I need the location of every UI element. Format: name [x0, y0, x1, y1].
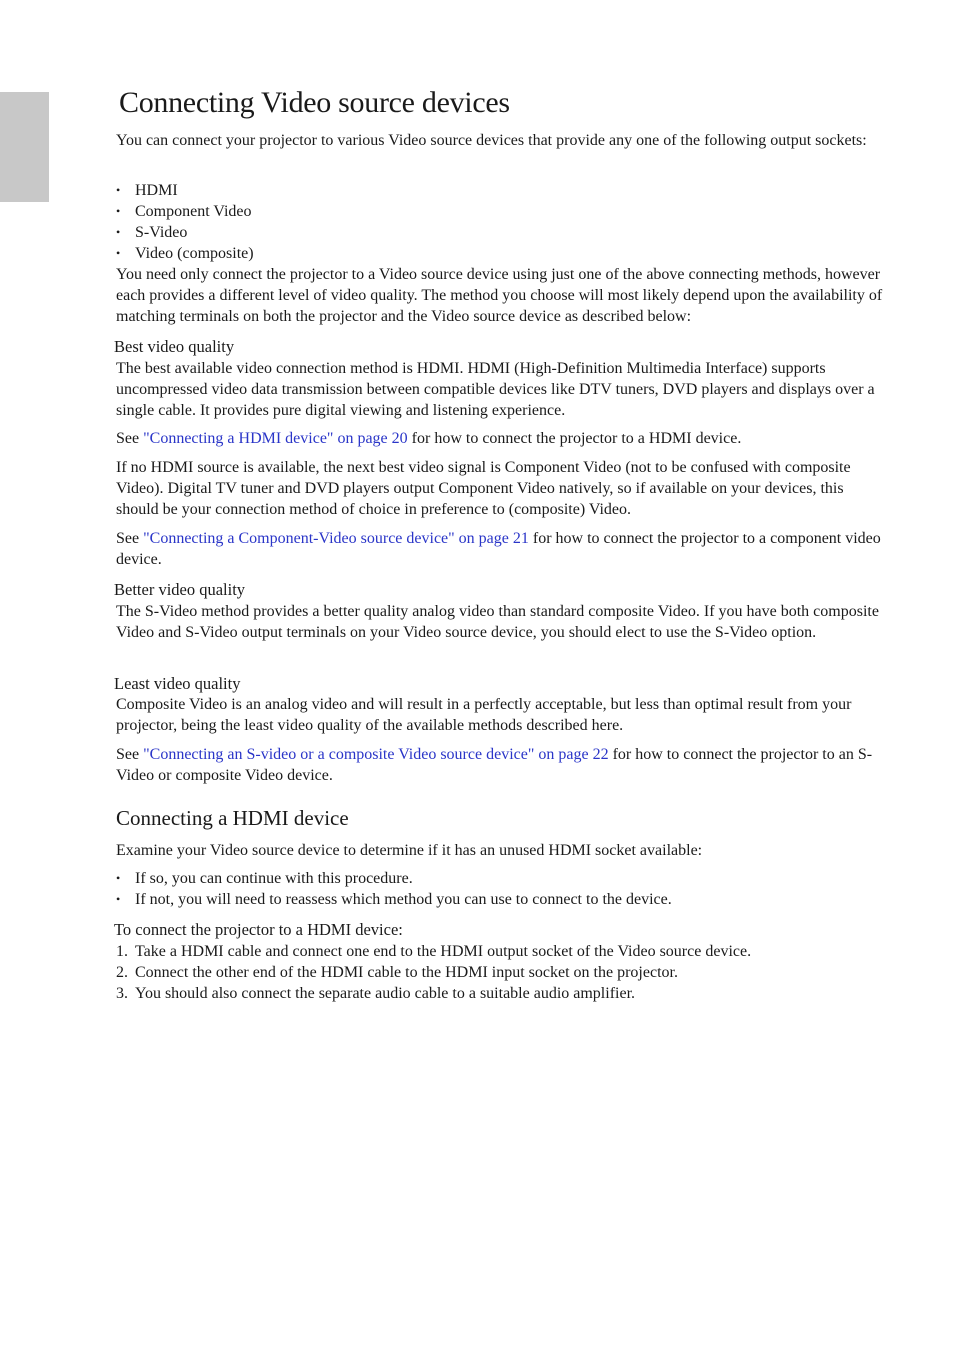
- svideo-device-link[interactable]: "Connecting an S-video or a composite Video source device" on page 22: [143, 746, 609, 763]
- see-text: for how to connect the projector to a HDMI device.: [407, 430, 742, 447]
- better-quality-heading: Better video quality: [114, 580, 246, 599]
- see-component-paragraph: [116, 528, 886, 570]
- see-svideo-paragraph: [116, 744, 886, 786]
- step-number: 2.: [116, 964, 128, 981]
- step-item: [116, 983, 886, 1004]
- hdmi-section-heading: Connecting a HDMI device: [116, 806, 349, 830]
- list-item: • Video (composite): [116, 243, 886, 264]
- step-text: Connect the other end of the HDMI cable to the HDMI input socket on the projector.: [135, 964, 678, 981]
- component-device-link[interactable]: "Connecting a Component-Video source device" on page 21: [143, 530, 529, 547]
- step-number: 3.: [116, 985, 128, 1002]
- see-text: See: [116, 430, 144, 447]
- see-text: for how to connect the projector to a component video device.: [116, 530, 881, 568]
- step-item: [116, 962, 886, 983]
- step-text: You should also connect the separate audio cable to a suitable audio amplifier.: [135, 985, 636, 1002]
- intro-paragraph: You can connect your projector to various Video source devices that provide any one of the following output sockets:: [116, 132, 867, 149]
- page-title: Connecting Video source devices: [119, 86, 510, 119]
- step-item: [116, 941, 886, 962]
- see-text: for how to connect the projector to an S-Video or composite Video device.: [116, 746, 873, 784]
- list-item: • Component Video: [116, 201, 886, 222]
- see-hdmi-paragraph: [116, 428, 886, 449]
- list-item: • HDMI: [116, 180, 886, 201]
- least-quality-paragraph: Composite Video is an analog video and will result in a perfectly acceptable, but less than optimal result from your projector, being the least video quality of the available methods described here.: [116, 696, 852, 734]
- better-quality-paragraph: The S-Video method provides a better quality analog video than standard composite Video. If you have both composite Video and S-Video output terminals on your Video source device, you should elect to use the S-Video option.: [116, 603, 879, 641]
- hdmi-device-link[interactable]: "Connecting a HDMI device" on page 20: [143, 430, 408, 447]
- component-paragraph: If no HDMI source is available, the next best video signal is Component Video (not to be confused with composite Video). Digital TV tuner and DVD players output Component Video natively, so if available on your devices, this should be your connection method of choice in preference to (composite) Video.: [116, 459, 851, 518]
- hdmi-check-list: [116, 868, 886, 910]
- step-number: 1.: [116, 943, 128, 960]
- steps-heading: To connect the projector to a HDMI device:: [114, 920, 403, 939]
- list-item: • If not, you will need to reassess which method you can use to connect to the device.: [116, 889, 886, 910]
- hdmi-steps-list: [116, 941, 886, 1004]
- best-quality-paragraph: The best available video connection method is HDMI. HDMI (High-Definition Multimedia Interface) supports uncompressed video data transmission between compatible devices like DTV tuners, DVD players and displays over a single cable. It provides pure digital viewing and listening experience.: [116, 360, 875, 419]
- socket-list: [116, 180, 886, 264]
- side-tab: [0, 92, 49, 202]
- intro2-paragraph: You need only connect the projector to a Video source device using just one of the above connecting methods, however each provides a different level of video quality. The method you choose will most likely depend upon the availability of matching terminals on both the projector and the Video source device as described below:: [116, 266, 883, 325]
- list-item: • If so, you can continue with this procedure.: [116, 868, 886, 889]
- see-text: See: [116, 530, 144, 547]
- see-text: See: [116, 746, 144, 763]
- step-text: Take a HDMI cable and connect one end to the HDMI output socket of the Video source device.: [135, 943, 752, 960]
- hdmi-intro-paragraph: Examine your Video source device to determine if it has an unused HDMI socket available:: [116, 842, 703, 859]
- best-quality-heading: Best video quality: [114, 337, 235, 356]
- list-item: • S-Video: [116, 222, 886, 243]
- least-quality-heading: Least video quality: [114, 674, 241, 693]
